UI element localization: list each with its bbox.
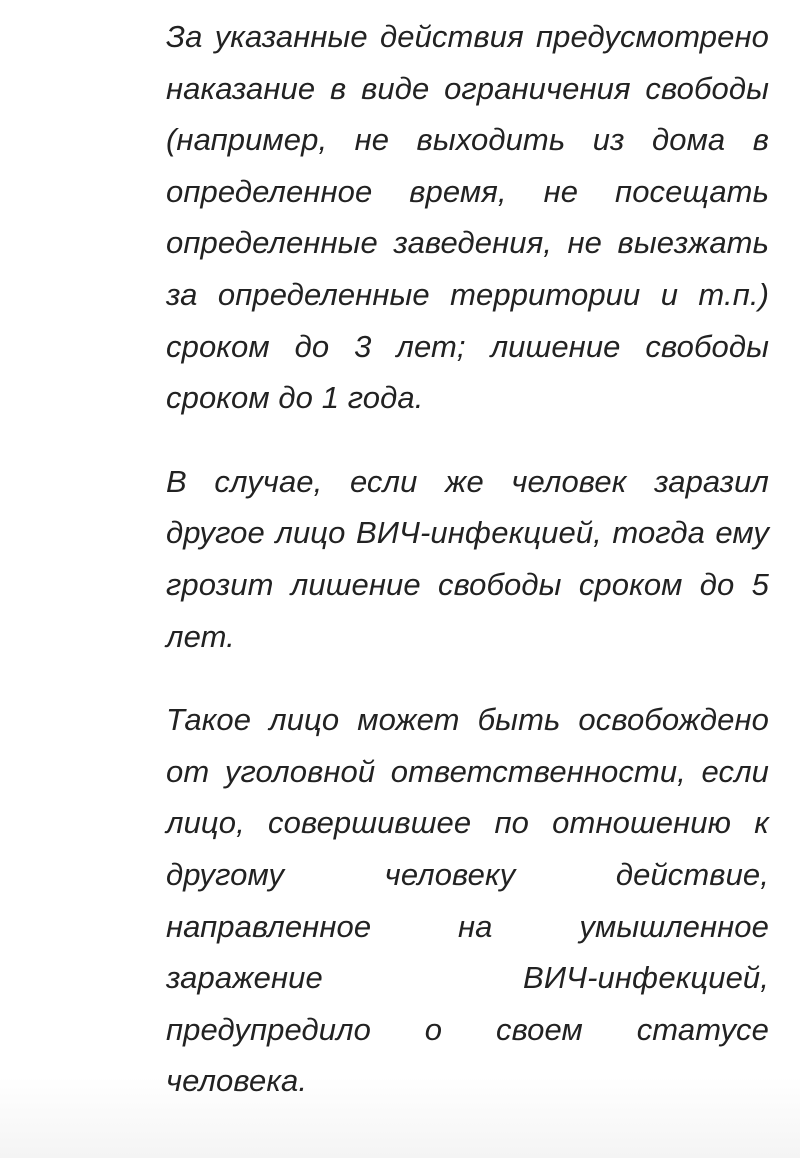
article-body [166,11,769,1107]
paragraph-infection-case: В случае, если же человек заразил другое лицо ВИЧ-инфекцией, тогда ему грозит лишение свободы сроком до 5 лет. [166,463,769,654]
paragraph-exemption: Такое лицо может быть освобождено от уголовной ответственности, если лицо, совершившее по отношению к другому человеку действие, направленное на умышленное заражение ВИЧ-инфекцией, предупредило о своем статусе человека. [166,702,769,1099]
paragraph-punishment: За указанные действия предусмотрено наказание в виде ограничения свободы (например, не выходить из дома в определенное время, не посещать определенные заведения, не выезжать за определенные территории и т.п.) сроком до 3 лет; лишение свободы сроком до 1 года. [166,19,769,416]
